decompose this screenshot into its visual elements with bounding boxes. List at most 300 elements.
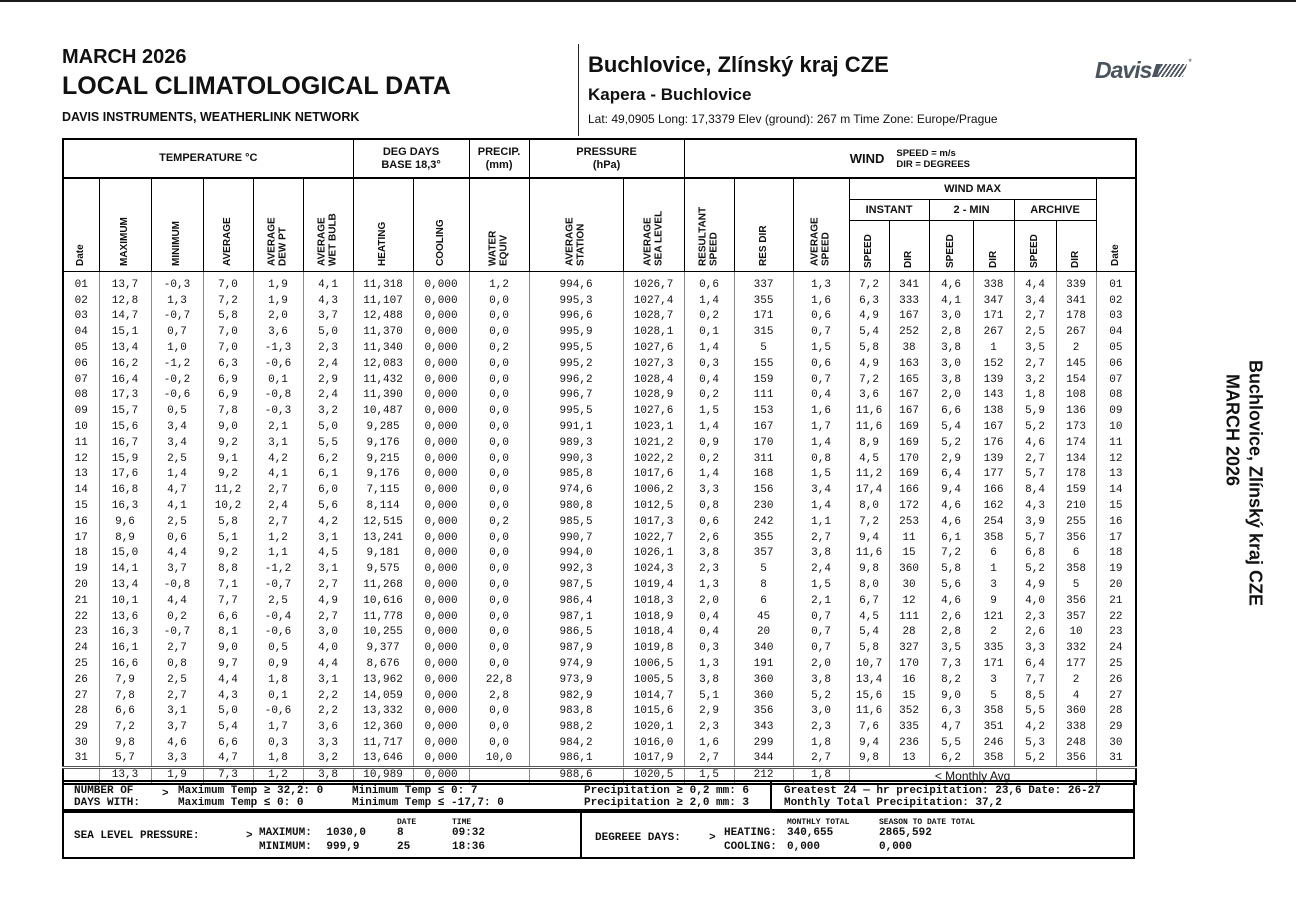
cell-avg-temp: 7,0 bbox=[203, 341, 253, 357]
cell-two-min-max-dir: 152 bbox=[973, 356, 1014, 372]
cell-heating-deg-days: 9,285 bbox=[353, 420, 413, 436]
cell-instant-max-speed: 6,7 bbox=[849, 593, 889, 609]
cell-water-equiv: 0,0 bbox=[469, 325, 529, 341]
avg-avg-wet-bulb: 3,8 bbox=[303, 767, 353, 784]
precip-ge-02-line: Precipitation ≥ 0,2 mm: 6 bbox=[584, 785, 750, 797]
cell-date: 16 bbox=[63, 514, 99, 530]
season-total-header: SEASON TO DATE TOTAL bbox=[879, 818, 976, 827]
cell-archive-max-speed: 6,8 bbox=[1014, 546, 1056, 562]
cell-cooling-deg-days: 0,000 bbox=[413, 530, 469, 546]
cell-avg-station-pressure: 995,5 bbox=[529, 404, 623, 420]
col-header-res-dir: RES DIR bbox=[734, 178, 793, 272]
cell-avg-wet-bulb: 3,2 bbox=[303, 404, 353, 420]
cell-resultant-speed: 0,6 bbox=[684, 278, 734, 294]
cell-avg-temp: 8,8 bbox=[203, 562, 253, 578]
cell-archive-max-speed: 3,9 bbox=[1014, 514, 1056, 530]
cell-cooling-deg-days: 0,000 bbox=[413, 720, 469, 736]
precip-totals bbox=[784, 785, 1101, 809]
cell-archive-max-dir: 108 bbox=[1056, 388, 1096, 404]
cell-res-dir: 6 bbox=[734, 593, 793, 609]
group-wind-max: WIND MAX bbox=[849, 178, 1096, 200]
cell-date: 22 bbox=[63, 609, 99, 625]
cell-instant-max-dir: 253 bbox=[889, 514, 929, 530]
cell-resultant-speed: 0,4 bbox=[684, 372, 734, 388]
cell-avg-temp: 11,2 bbox=[203, 483, 253, 499]
cell-instant-max-dir: 111 bbox=[889, 609, 929, 625]
cell-water-equiv: 0,0 bbox=[469, 657, 529, 673]
cell-archive-max-dir: 356 bbox=[1056, 593, 1096, 609]
cell-avg-dew-pt: 0,9 bbox=[253, 657, 303, 673]
cell-date: 29 bbox=[1096, 720, 1136, 736]
cell-avg-wet-bulb: 3,7 bbox=[303, 309, 353, 325]
cell-avg-station-pressure: 994,0 bbox=[529, 546, 623, 562]
cell-date: 19 bbox=[63, 562, 99, 578]
cell-date: 29 bbox=[63, 720, 99, 736]
cell-avg-speed: 2,0 bbox=[793, 657, 849, 673]
cell-resultant-speed: 0,3 bbox=[684, 356, 734, 372]
max-temp-ge-line: Maximum Temp ≥ 32,2: 0 bbox=[178, 785, 324, 797]
cell-date: 30 bbox=[63, 736, 99, 752]
cell-date: 26 bbox=[1096, 672, 1136, 688]
cell-archive-max-speed: 7,7 bbox=[1014, 672, 1056, 688]
cell-res-dir: 315 bbox=[734, 325, 793, 341]
cell-instant-max-dir: 172 bbox=[889, 499, 929, 515]
cell-water-equiv: 0,0 bbox=[469, 420, 529, 436]
cell-avg-station-pressure: 984,2 bbox=[529, 736, 623, 752]
cell-min-temp: 0,7 bbox=[151, 325, 203, 341]
cell-avg-dew-pt: 0,1 bbox=[253, 688, 303, 704]
cell-two-min-max-dir: 3 bbox=[973, 578, 1014, 594]
avg-cooling-deg-days: 0,000 bbox=[413, 767, 469, 784]
cell-heating-deg-days: 14,059 bbox=[353, 688, 413, 704]
day-row-05 bbox=[63, 341, 1136, 357]
cell-cooling-deg-days: 0,000 bbox=[413, 278, 469, 294]
cell-avg-sea-level-pressure: 1026,7 bbox=[623, 278, 684, 294]
report-subtitle: DAVIS INSTRUMENTS, WEATHERLINK NETWORK bbox=[62, 110, 360, 124]
wind-units bbox=[896, 148, 970, 170]
pressure-min-label: MINIMUM: bbox=[259, 841, 312, 853]
cell-two-min-max-speed: 4,6 bbox=[929, 514, 973, 530]
col-header-avg-sea-level: AVERAGE SEA LEVEL bbox=[623, 178, 684, 272]
day-row-26 bbox=[63, 672, 1136, 688]
cell-two-min-max-speed: 6,1 bbox=[929, 530, 973, 546]
group-pressure bbox=[529, 139, 684, 178]
cell-water-equiv: 0,0 bbox=[469, 388, 529, 404]
cell-avg-sea-level-pressure: 1015,6 bbox=[623, 704, 684, 720]
cell-two-min-max-dir: 3 bbox=[973, 672, 1014, 688]
cell-two-min-max-speed: 3,8 bbox=[929, 372, 973, 388]
day-row-19 bbox=[63, 562, 1136, 578]
cell-two-min-max-dir: 166 bbox=[973, 483, 1014, 499]
cell-avg-dew-pt: -1,2 bbox=[253, 562, 303, 578]
day-row-29 bbox=[63, 720, 1136, 736]
cell-min-temp: 4,1 bbox=[151, 499, 203, 515]
cell-archive-max-speed: 2,7 bbox=[1014, 356, 1056, 372]
heating-season: 2865,592 bbox=[879, 827, 932, 839]
cell-min-temp: 0,2 bbox=[151, 609, 203, 625]
day-row-16 bbox=[63, 514, 1136, 530]
cell-avg-speed: 0,6 bbox=[793, 356, 849, 372]
cell-avg-station-pressure: 986,5 bbox=[529, 625, 623, 641]
cell-water-equiv: 0,2 bbox=[469, 341, 529, 357]
cell-res-dir: 299 bbox=[734, 736, 793, 752]
cell-two-min-max-speed: 3,0 bbox=[929, 309, 973, 325]
cell-cooling-deg-days: 0,000 bbox=[413, 467, 469, 483]
cell-two-min-max-dir: 358 bbox=[973, 530, 1014, 546]
cell-avg-sea-level-pressure: 1021,2 bbox=[623, 435, 684, 451]
cell-heating-deg-days: 11,107 bbox=[353, 293, 413, 309]
cell-two-min-max-speed: 4,6 bbox=[929, 278, 973, 294]
cell-avg-speed: 0,7 bbox=[793, 372, 849, 388]
col-header-avg-speed: AVERAGE SPEED bbox=[793, 178, 849, 272]
cell-avg-station-pressure: 986,1 bbox=[529, 751, 623, 767]
cell-avg-dew-pt: 4,2 bbox=[253, 451, 303, 467]
cell-date: 31 bbox=[63, 751, 99, 767]
cell-avg-temp: 7,2 bbox=[203, 293, 253, 309]
cell-heating-deg-days: 13,962 bbox=[353, 672, 413, 688]
cell-avg-sea-level-pressure: 1017,3 bbox=[623, 514, 684, 530]
report-title: LOCAL CLIMATOLOGICAL DATA bbox=[62, 72, 451, 100]
avg-resultant-speed: 1,5 bbox=[684, 767, 734, 784]
precip-days bbox=[584, 785, 749, 809]
cell-avg-speed: 1,8 bbox=[793, 736, 849, 752]
cell-cooling-deg-days: 0,000 bbox=[413, 404, 469, 420]
max-temp-le-line: Maximum Temp ≤ 0: 0 bbox=[178, 797, 304, 809]
cell-instant-max-dir: 335 bbox=[889, 720, 929, 736]
cell-archive-max-speed: 4,9 bbox=[1014, 578, 1056, 594]
cell-date: 17 bbox=[63, 530, 99, 546]
cell-two-min-max-speed: 5,5 bbox=[929, 736, 973, 752]
cell-avg-sea-level-pressure: 1018,4 bbox=[623, 625, 684, 641]
day-row-11 bbox=[63, 435, 1136, 451]
station-meta: Lat: 49,0905 Long: 17,3379 Elev (ground): 267 m Time Zone: Europe/Prague bbox=[588, 112, 998, 126]
cell-two-min-max-speed: 3,8 bbox=[929, 341, 973, 357]
avg-min-temp: 1,9 bbox=[151, 767, 203, 784]
cell-two-min-max-speed: 3,0 bbox=[929, 356, 973, 372]
cell-avg-dew-pt: 1,9 bbox=[253, 278, 303, 294]
cell-avg-speed: 1,5 bbox=[793, 341, 849, 357]
cell-heating-deg-days: 13,646 bbox=[353, 751, 413, 767]
cell-archive-max-speed: 3,5 bbox=[1014, 341, 1056, 357]
cell-archive-max-speed: 5,7 bbox=[1014, 467, 1056, 483]
cell-two-min-max-dir: 176 bbox=[973, 435, 1014, 451]
cell-archive-max-dir: 360 bbox=[1056, 704, 1096, 720]
cell-avg-sea-level-pressure: 1028,1 bbox=[623, 325, 684, 341]
cell-min-temp: 3,4 bbox=[151, 420, 203, 436]
cell-date: 03 bbox=[1096, 309, 1136, 325]
cell-avg-temp: 9,2 bbox=[203, 467, 253, 483]
cell-max-temp: 8,9 bbox=[99, 530, 151, 546]
cell-archive-max-dir: 338 bbox=[1056, 720, 1096, 736]
cell-resultant-speed: 2,6 bbox=[684, 530, 734, 546]
cell-avg-sea-level-pressure: 1014,7 bbox=[623, 688, 684, 704]
cell-archive-max-dir: 2 bbox=[1056, 341, 1096, 357]
cell-two-min-max-speed: 5,4 bbox=[929, 420, 973, 436]
cell-water-equiv: 0,0 bbox=[469, 593, 529, 609]
cell-cooling-deg-days: 0,000 bbox=[413, 435, 469, 451]
cell-date: 01 bbox=[1096, 278, 1136, 294]
cell-archive-max-speed: 5,7 bbox=[1014, 530, 1056, 546]
cell-cooling-deg-days: 0,000 bbox=[413, 325, 469, 341]
cell-avg-dew-pt: -0,7 bbox=[253, 578, 303, 594]
cell-max-temp: 12,8 bbox=[99, 293, 151, 309]
header-divider bbox=[578, 44, 579, 136]
cell-instant-max-speed: 4,5 bbox=[849, 451, 889, 467]
cell-cooling-deg-days: 0,000 bbox=[413, 562, 469, 578]
pressure-max-line bbox=[259, 827, 366, 839]
cell-avg-speed: 1,1 bbox=[793, 514, 849, 530]
cell-cooling-deg-days: 0,000 bbox=[413, 578, 469, 594]
cell-date: 06 bbox=[63, 356, 99, 372]
cell-instant-max-speed: 13,4 bbox=[849, 672, 889, 688]
cell-avg-speed: 3,8 bbox=[793, 546, 849, 562]
cell-avg-station-pressure: 987,1 bbox=[529, 609, 623, 625]
cell-avg-station-pressure: 990,3 bbox=[529, 451, 623, 467]
cell-res-dir: 337 bbox=[734, 278, 793, 294]
cell-res-dir: 5 bbox=[734, 341, 793, 357]
cell-min-temp: -0,6 bbox=[151, 388, 203, 404]
cell-avg-sea-level-pressure: 1027,6 bbox=[623, 341, 684, 357]
cell-date: 15 bbox=[1096, 499, 1136, 515]
cell-instant-max-speed: 11,6 bbox=[849, 420, 889, 436]
day-row-20 bbox=[63, 578, 1136, 594]
cell-avg-speed: 2,7 bbox=[793, 530, 849, 546]
cell-min-temp: 3,7 bbox=[151, 720, 203, 736]
cell-archive-max-dir: 4 bbox=[1056, 688, 1096, 704]
cell-res-dir: 344 bbox=[734, 751, 793, 767]
cell-avg-wet-bulb: 2,7 bbox=[303, 578, 353, 594]
cell-res-dir: 45 bbox=[734, 609, 793, 625]
cell-avg-sea-level-pressure: 1016,0 bbox=[623, 736, 684, 752]
cell-date: 02 bbox=[1096, 293, 1136, 309]
climate-data-table bbox=[62, 138, 1137, 785]
cell-avg-station-pressure: 974,9 bbox=[529, 657, 623, 673]
cell-avg-temp: 9,2 bbox=[203, 546, 253, 562]
cell-avg-sea-level-pressure: 1020,1 bbox=[623, 720, 684, 736]
cell-res-dir: 5 bbox=[734, 562, 793, 578]
cell-resultant-speed: 0,9 bbox=[684, 435, 734, 451]
cell-instant-max-speed: 7,2 bbox=[849, 514, 889, 530]
cell-avg-speed: 1,3 bbox=[793, 278, 849, 294]
cell-water-equiv: 0,0 bbox=[469, 499, 529, 515]
cell-avg-station-pressure: 992,3 bbox=[529, 562, 623, 578]
cell-date: 25 bbox=[1096, 657, 1136, 673]
pressure-line1: PRESSURE bbox=[576, 145, 637, 158]
cell-res-dir: 355 bbox=[734, 293, 793, 309]
cell-two-min-max-dir: 9 bbox=[973, 593, 1014, 609]
cell-date: 23 bbox=[1096, 625, 1136, 641]
cell-avg-wet-bulb: 3,2 bbox=[303, 751, 353, 767]
cell-avg-speed: 5,2 bbox=[793, 688, 849, 704]
cell-date: 18 bbox=[63, 546, 99, 562]
day-row-24 bbox=[63, 641, 1136, 657]
group-instant: INSTANT bbox=[849, 200, 929, 221]
cell-avg-station-pressure: 985,5 bbox=[529, 514, 623, 530]
day-row-13 bbox=[63, 467, 1136, 483]
cell-max-temp: 6,6 bbox=[99, 704, 151, 720]
cell-avg-wet-bulb: 6,0 bbox=[303, 483, 353, 499]
cell-date: 21 bbox=[1096, 593, 1136, 609]
cell-water-equiv: 0,2 bbox=[469, 514, 529, 530]
cell-max-temp: 16,2 bbox=[99, 356, 151, 372]
cell-date: 13 bbox=[1096, 467, 1136, 483]
cell-date: 09 bbox=[63, 404, 99, 420]
cell-instant-max-speed: 9,4 bbox=[849, 530, 889, 546]
cell-resultant-speed: 1,3 bbox=[684, 578, 734, 594]
cell-cooling-deg-days: 0,000 bbox=[413, 688, 469, 704]
cell-date: 07 bbox=[1096, 372, 1136, 388]
cell-archive-max-speed: 2,5 bbox=[1014, 325, 1056, 341]
cell-avg-wet-bulb: 3,3 bbox=[303, 736, 353, 752]
cell-instant-max-speed: 11,6 bbox=[849, 546, 889, 562]
cell-date: 08 bbox=[63, 388, 99, 404]
cell-instant-max-dir: 169 bbox=[889, 420, 929, 436]
col-header-date-left: Date bbox=[63, 178, 99, 272]
cell-instant-max-dir: 169 bbox=[889, 435, 929, 451]
day-row-02 bbox=[63, 293, 1136, 309]
cell-max-temp: 9,6 bbox=[99, 514, 151, 530]
cell-cooling-deg-days: 0,000 bbox=[413, 672, 469, 688]
cell-instant-max-dir: 11 bbox=[889, 530, 929, 546]
cell-archive-max-speed: 2,7 bbox=[1014, 451, 1056, 467]
cell-avg-sea-level-pressure: 1027,4 bbox=[623, 293, 684, 309]
data-rows bbox=[63, 272, 1136, 785]
cell-avg-sea-level-pressure: 1027,3 bbox=[623, 356, 684, 372]
davis-logo bbox=[1095, 57, 1192, 84]
group-wind bbox=[684, 139, 1136, 178]
cell-avg-temp: 10,2 bbox=[203, 499, 253, 515]
cell-avg-dew-pt: 2,5 bbox=[253, 593, 303, 609]
side-month-text: MARCH 2026 bbox=[1222, 373, 1243, 487]
cell-instant-max-dir: 16 bbox=[889, 672, 929, 688]
cell-avg-wet-bulb: 4,4 bbox=[303, 657, 353, 673]
day-row-07 bbox=[63, 372, 1136, 388]
avg-avg-dew-pt: 1,2 bbox=[253, 767, 303, 784]
cell-heating-deg-days: 9,181 bbox=[353, 546, 413, 562]
cell-date: 12 bbox=[63, 451, 99, 467]
cell-heating-deg-days: 12,515 bbox=[353, 514, 413, 530]
cell-water-equiv: 2,8 bbox=[469, 688, 529, 704]
cell-avg-temp: 6,3 bbox=[203, 356, 253, 372]
avg-heating-deg-days: 10,989 bbox=[353, 767, 413, 784]
cell-instant-max-speed: 11,2 bbox=[849, 467, 889, 483]
degree-days-arrow: > bbox=[709, 832, 716, 844]
cell-date: 15 bbox=[63, 499, 99, 515]
cell-instant-max-dir: 163 bbox=[889, 356, 929, 372]
cell-cooling-deg-days: 0,000 bbox=[413, 751, 469, 767]
cell-instant-max-dir: 360 bbox=[889, 562, 929, 578]
cell-avg-dew-pt: 1,1 bbox=[253, 546, 303, 562]
cell-heating-deg-days: 10,255 bbox=[353, 625, 413, 641]
cell-heating-deg-days: 13,241 bbox=[353, 530, 413, 546]
cell-avg-wet-bulb: 2,4 bbox=[303, 356, 353, 372]
pressure-min-value: 999,9 bbox=[326, 841, 360, 853]
cell-res-dir: 360 bbox=[734, 672, 793, 688]
cell-resultant-speed: 1,5 bbox=[684, 404, 734, 420]
cell-instant-max-speed: 5,8 bbox=[849, 641, 889, 657]
cell-avg-station-pressure: 974,6 bbox=[529, 483, 623, 499]
cell-instant-max-speed: 15,6 bbox=[849, 688, 889, 704]
cell-min-temp: -0,8 bbox=[151, 578, 203, 594]
cell-min-temp: 2,5 bbox=[151, 514, 203, 530]
cell-two-min-max-dir: 5 bbox=[973, 688, 1014, 704]
cell-avg-speed: 1,5 bbox=[793, 578, 849, 594]
cell-avg-wet-bulb: 3,1 bbox=[303, 562, 353, 578]
cell-avg-dew-pt: 1,2 bbox=[253, 530, 303, 546]
cell-date: 10 bbox=[63, 420, 99, 436]
cell-min-temp: 1,3 bbox=[151, 293, 203, 309]
cell-avg-sea-level-pressure: 1017,6 bbox=[623, 467, 684, 483]
cooling-label: COOLING: bbox=[724, 841, 777, 853]
cell-avg-temp: 7,0 bbox=[203, 278, 253, 294]
col-header-archive-dir: DIR bbox=[1056, 221, 1096, 272]
cell-avg-dew-pt: 3,6 bbox=[253, 325, 303, 341]
cell-min-temp: -0,7 bbox=[151, 309, 203, 325]
cell-avg-station-pressure: 983,8 bbox=[529, 704, 623, 720]
cell-avg-speed: 3,4 bbox=[793, 483, 849, 499]
cell-date: 02 bbox=[63, 293, 99, 309]
cell-water-equiv: 0,0 bbox=[469, 356, 529, 372]
cell-instant-max-dir: 166 bbox=[889, 483, 929, 499]
col-header-date-right: Date bbox=[1096, 178, 1136, 272]
cell-avg-speed: 2,3 bbox=[793, 720, 849, 736]
cell-avg-station-pressure: 995,5 bbox=[529, 341, 623, 357]
cell-water-equiv: 0,0 bbox=[469, 483, 529, 499]
side-station-text: Buchlovice, Zlínský kraj CZE bbox=[1245, 359, 1266, 607]
sea-level-pressure-label: SEA LEVEL PRESSURE: bbox=[74, 830, 200, 842]
cell-resultant-speed: 0,1 bbox=[684, 325, 734, 341]
col-header-resultant-speed: RESULTANT SPEED bbox=[684, 178, 734, 272]
cell-avg-temp: 5,8 bbox=[203, 514, 253, 530]
sea-level-pressure-arrow: > bbox=[246, 830, 253, 842]
cell-avg-wet-bulb: 2,7 bbox=[303, 609, 353, 625]
cell-resultant-speed: 0,8 bbox=[684, 499, 734, 515]
cell-two-min-max-speed: 4,1 bbox=[929, 293, 973, 309]
cell-max-temp: 16,7 bbox=[99, 435, 151, 451]
cell-resultant-speed: 1,4 bbox=[684, 341, 734, 357]
cell-avg-speed: 0,7 bbox=[793, 625, 849, 641]
cell-instant-max-dir: 167 bbox=[889, 309, 929, 325]
cell-heating-deg-days: 8,114 bbox=[353, 499, 413, 515]
cell-instant-max-dir: 333 bbox=[889, 293, 929, 309]
cell-avg-station-pressure: 995,3 bbox=[529, 293, 623, 309]
cell-heating-deg-days: 11,370 bbox=[353, 325, 413, 341]
pressure-degree-days-box bbox=[62, 811, 1135, 859]
day-row-04 bbox=[63, 325, 1136, 341]
cell-cooling-deg-days: 0,000 bbox=[413, 593, 469, 609]
cell-avg-dew-pt: 3,1 bbox=[253, 435, 303, 451]
cell-resultant-speed: 1,6 bbox=[684, 736, 734, 752]
cell-avg-wet-bulb: 5,0 bbox=[303, 325, 353, 341]
cell-heating-deg-days: 11,340 bbox=[353, 341, 413, 357]
cell-max-temp: 15,7 bbox=[99, 404, 151, 420]
cell-avg-station-pressure: 991,1 bbox=[529, 420, 623, 436]
cell-archive-max-speed: 4,4 bbox=[1014, 278, 1056, 294]
min-temp-days bbox=[352, 785, 504, 809]
cell-instant-max-speed: 7,2 bbox=[849, 278, 889, 294]
cell-two-min-max-dir: 162 bbox=[973, 499, 1014, 515]
cell-avg-speed: 1,4 bbox=[793, 435, 849, 451]
cell-heating-deg-days: 11,390 bbox=[353, 388, 413, 404]
cell-archive-max-speed: 8,5 bbox=[1014, 688, 1056, 704]
cell-archive-max-dir: 339 bbox=[1056, 278, 1096, 294]
cell-avg-dew-pt: 2,0 bbox=[253, 309, 303, 325]
cell-res-dir: 171 bbox=[734, 309, 793, 325]
cell-resultant-speed: 1,4 bbox=[684, 420, 734, 436]
precip-line1: PRECIP. bbox=[477, 145, 521, 158]
cell-heating-deg-days: 9,575 bbox=[353, 562, 413, 578]
cell-resultant-speed: 0,3 bbox=[684, 641, 734, 657]
